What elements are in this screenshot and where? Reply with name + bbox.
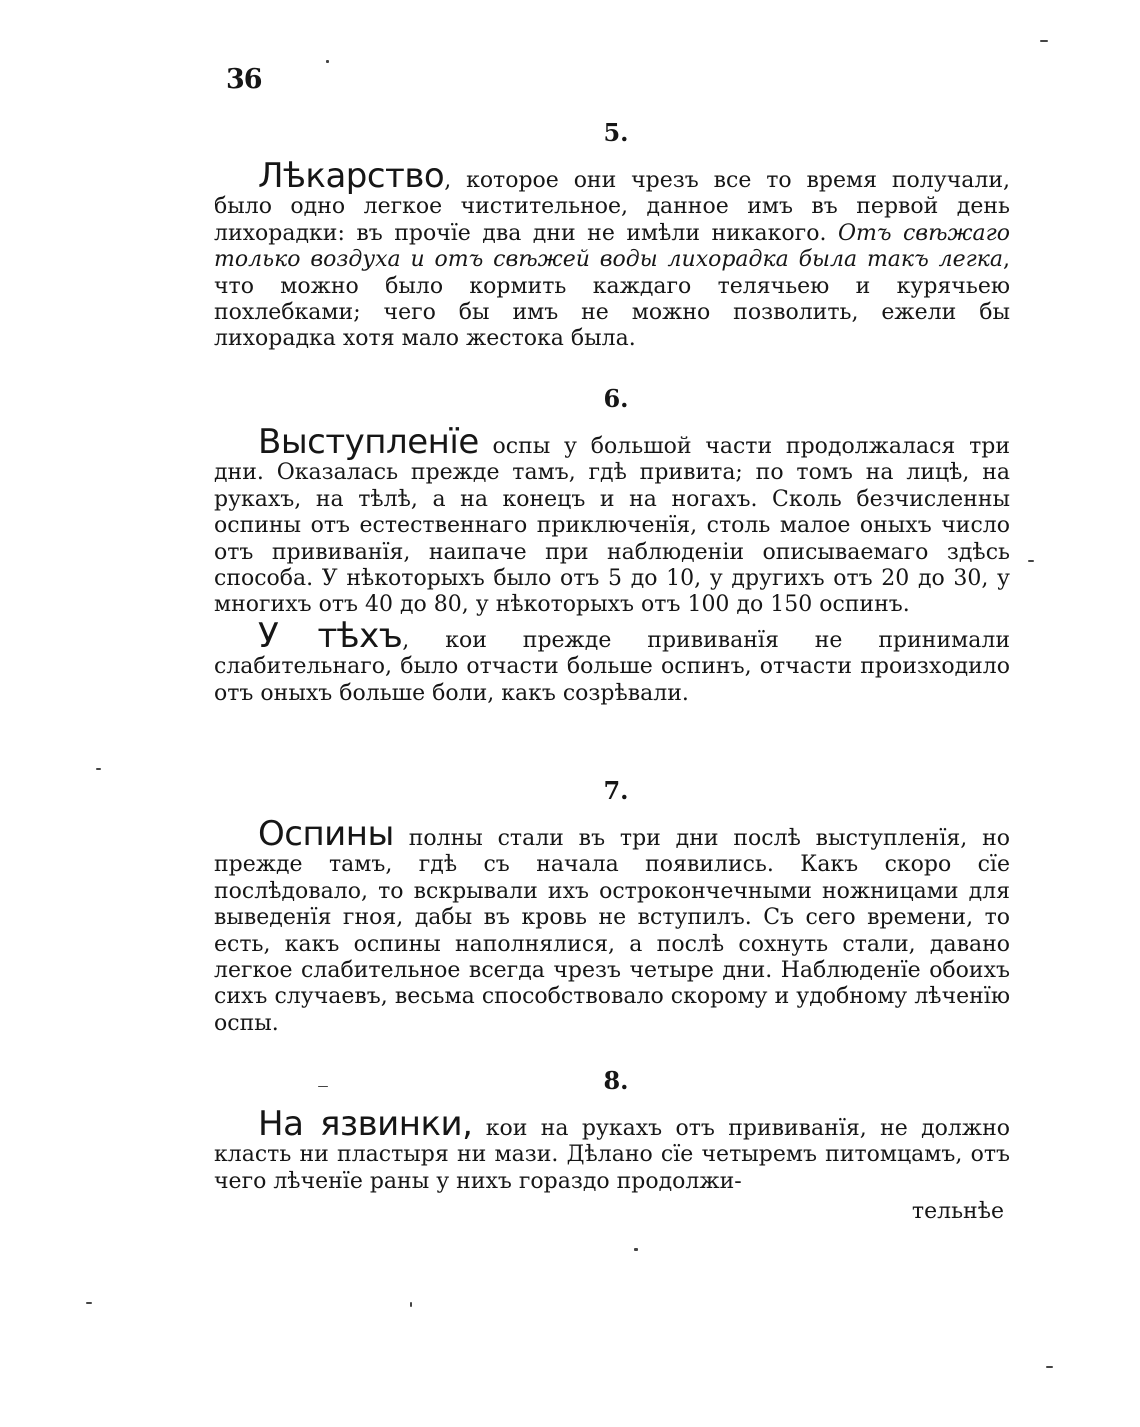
paragraph: [214, 422, 1010, 619]
page-number: 36: [226, 64, 262, 95]
paragraph-text: оспы у большой части продолжалася три дни. Оказалась прежде тамъ, гдѣ привита; по томъ на лицѣ, на рукахъ, на тѣлѣ, а на конецъ и на ногахъ. Сколь безчисленны оспины отъ естественнаго приключенїя, столь малое оныхъ число отъ прививанїя, наипаче при наблюденiи описываемаго здѣсь способа. У нѣкоторыхъ было отъ 5 до 10, у другихъ отъ 20 до 30, у многихъ отъ 40 до 80, у нѣкоторыхъ отъ 100 до 150 оспинъ.: [214, 434, 1010, 618]
section-5: [214, 118, 1010, 357]
scan-speck: [410, 1302, 412, 1307]
scan-speck: [1040, 40, 1048, 42]
paragraph-lead-word: Лѣкарство: [258, 156, 445, 196]
paragraph-text: , которое они чрезъ все то время получали, было одно легкое чистительное, данное имъ въ первой день лихорадки: въ прочїе два дни не имѣли никакого.: [214, 168, 1010, 246]
paragraph-text: кои на рукахъ отъ прививанїя, не должно класть ни пластыря ни мази. Дѣлано сїе четыремъ питомцамъ, отъ чего лѣченїе раны у нихъ гораздо продолжи-: [214, 1116, 1010, 1194]
scan-speck: [1046, 1366, 1053, 1368]
scan-speck: [96, 768, 101, 770]
paragraph-lead-word: На язвинки,: [258, 1104, 473, 1144]
section-6: [214, 384, 1010, 711]
paragraph: [214, 615, 1010, 707]
paragraph: [214, 814, 1010, 1037]
section-7: [214, 776, 1010, 1041]
paragraph-italic-text: Отъ свѣжаго только воздуха и отъ свѣжей воды лихорадка была такъ легка: [214, 220, 1011, 273]
scan-speck: [326, 60, 329, 63]
scan-speck: [634, 1248, 638, 1251]
paragraph: [214, 1104, 1010, 1195]
paragraph-text-tail: , что можно было кормить каждаго телячьею и курячьею похлебками; чего бы имъ не можно позволить, ежели бы лихорадка хотя мало жестока была.: [214, 247, 1010, 352]
paragraph-lead-word: Выступленїе: [258, 422, 479, 462]
section-number: 7.: [603, 776, 629, 805]
paragraph: [214, 156, 1011, 353]
section-number: 6.: [603, 384, 629, 413]
paragraph-text: полны стали въ три дни послѣ выступленїя, но прежде тамъ, гдѣ съ начала появились. Какъ скоро сїе послѣдовало, то вскрывали ихъ острокончечными ножницами для выведенїя гноя, дабы въ кровь не вступилъ. Съ сего времени, то есть, какъ оспины наполнялися, а послѣ сохнуть стали, давано легкое слабительное всегда чрезъ четыре дни. Наблюденїе обоихъ сихъ случаевъ, весьма способствовало скорому и удобному лѣченїю оспы.: [214, 826, 1010, 1036]
paragraph-text: , кои прежде прививанїя не принимали слабительнаго, было отчасти больше оспинъ, отчасти произходило отъ оныхъ больше боли, какъ созрѣвали.: [214, 627, 1010, 706]
scan-speck: [318, 1086, 328, 1087]
section-8: [214, 1066, 1010, 1225]
scan-speck: [1028, 560, 1034, 562]
section-number: 5.: [603, 118, 629, 147]
section-number: 8.: [603, 1066, 629, 1095]
paragraph-lead-word: У тѣхъ: [258, 615, 403, 656]
paragraph-lead-word: Оспины: [258, 814, 394, 854]
scan-speck: [86, 1302, 92, 1304]
catchword: тельнѣе: [911, 1199, 1004, 1225]
